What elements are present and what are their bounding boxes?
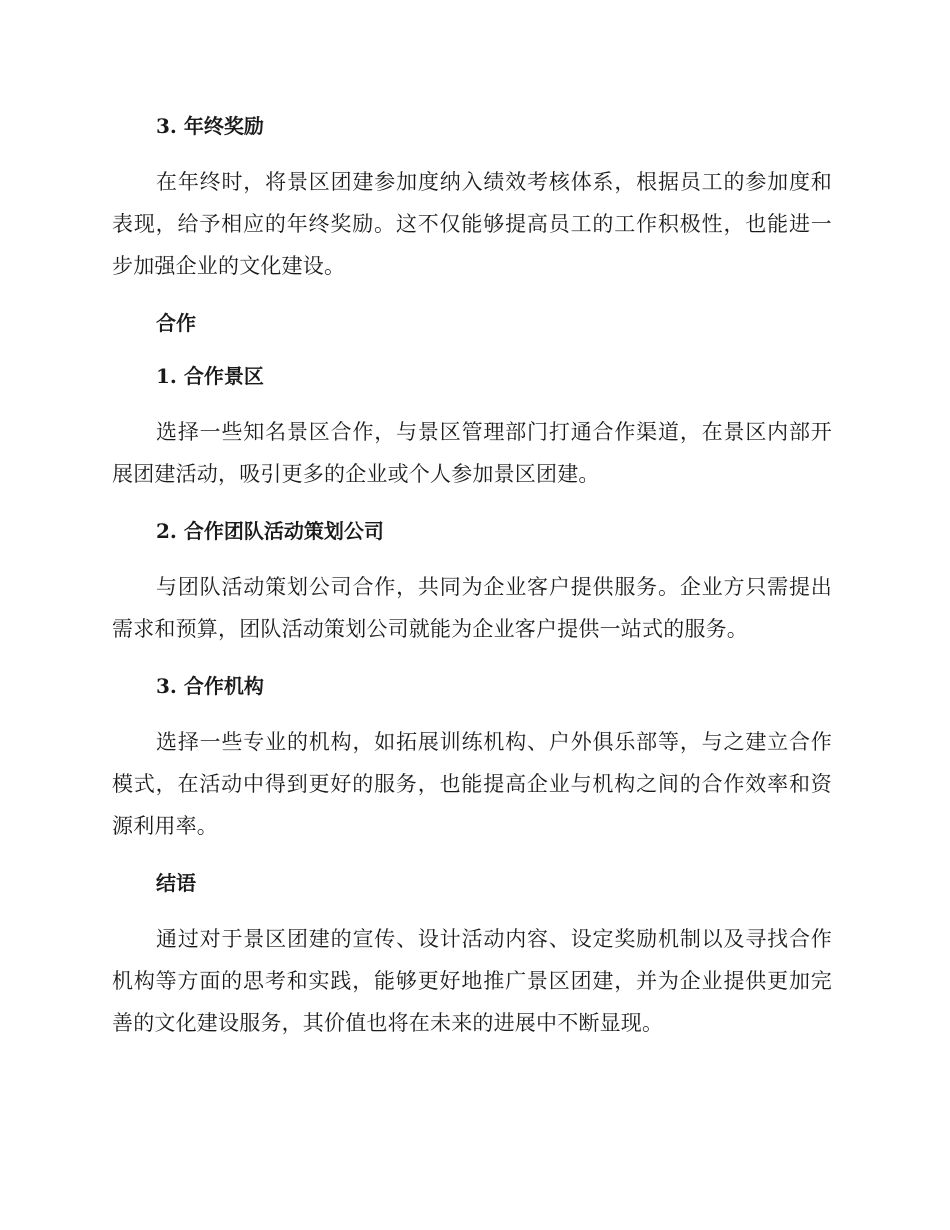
section-heading-year-end-award: 3. 年终奖励: [156, 114, 264, 138]
document-body: [112, 108, 832, 1044]
paragraph-planning-company: 与团队活动策划公司合作，共同为企业客户提供服务。企业方只需提出需求和预算，团队活动策划公司就能为企业客户提供一站式的服务。: [112, 575, 832, 641]
section-heading-institution-partner: 3. 合作机构: [156, 674, 264, 698]
section-heading-scenic-partner: 1. 合作景区: [156, 364, 264, 388]
paragraph-institution-partner: 选择一些专业的机构，如拓展训练机构、户外俱乐部等，与之建立合作模式，在活动中得到更好的服务，也能提高企业与机构之间的合作效率和资源利用率。: [112, 730, 832, 838]
paragraph-conclusion: 通过对于景区团建的宣传、设计活动内容、设定奖励机制以及寻找合作机构等方面的思考和实践，能够更好地推广景区团建，并为企业提供更加完善的文化建设服务，其价值也将在未来的进展中不断显现。: [112, 927, 832, 1035]
paragraph-scenic-partner: 选择一些知名景区合作，与景区管理部门打通合作渠道，在景区内部开展团建活动，吸引更多的企业或个人参加景区团建。: [112, 420, 832, 486]
section-heading-cooperation: 合作: [156, 311, 196, 335]
section-heading-conclusion: 结语: [156, 871, 196, 895]
paragraph-year-end-award: 在年终时，将景区团建参加度纳入绩效考核体系，根据员工的参加度和表现，给予相应的年终奖励。这不仅能够提高员工的工作积极性，也能进一步加强企业的文化建设。: [112, 170, 832, 278]
section-heading-planning-company: 2. 合作团队活动策划公司: [156, 519, 384, 543]
